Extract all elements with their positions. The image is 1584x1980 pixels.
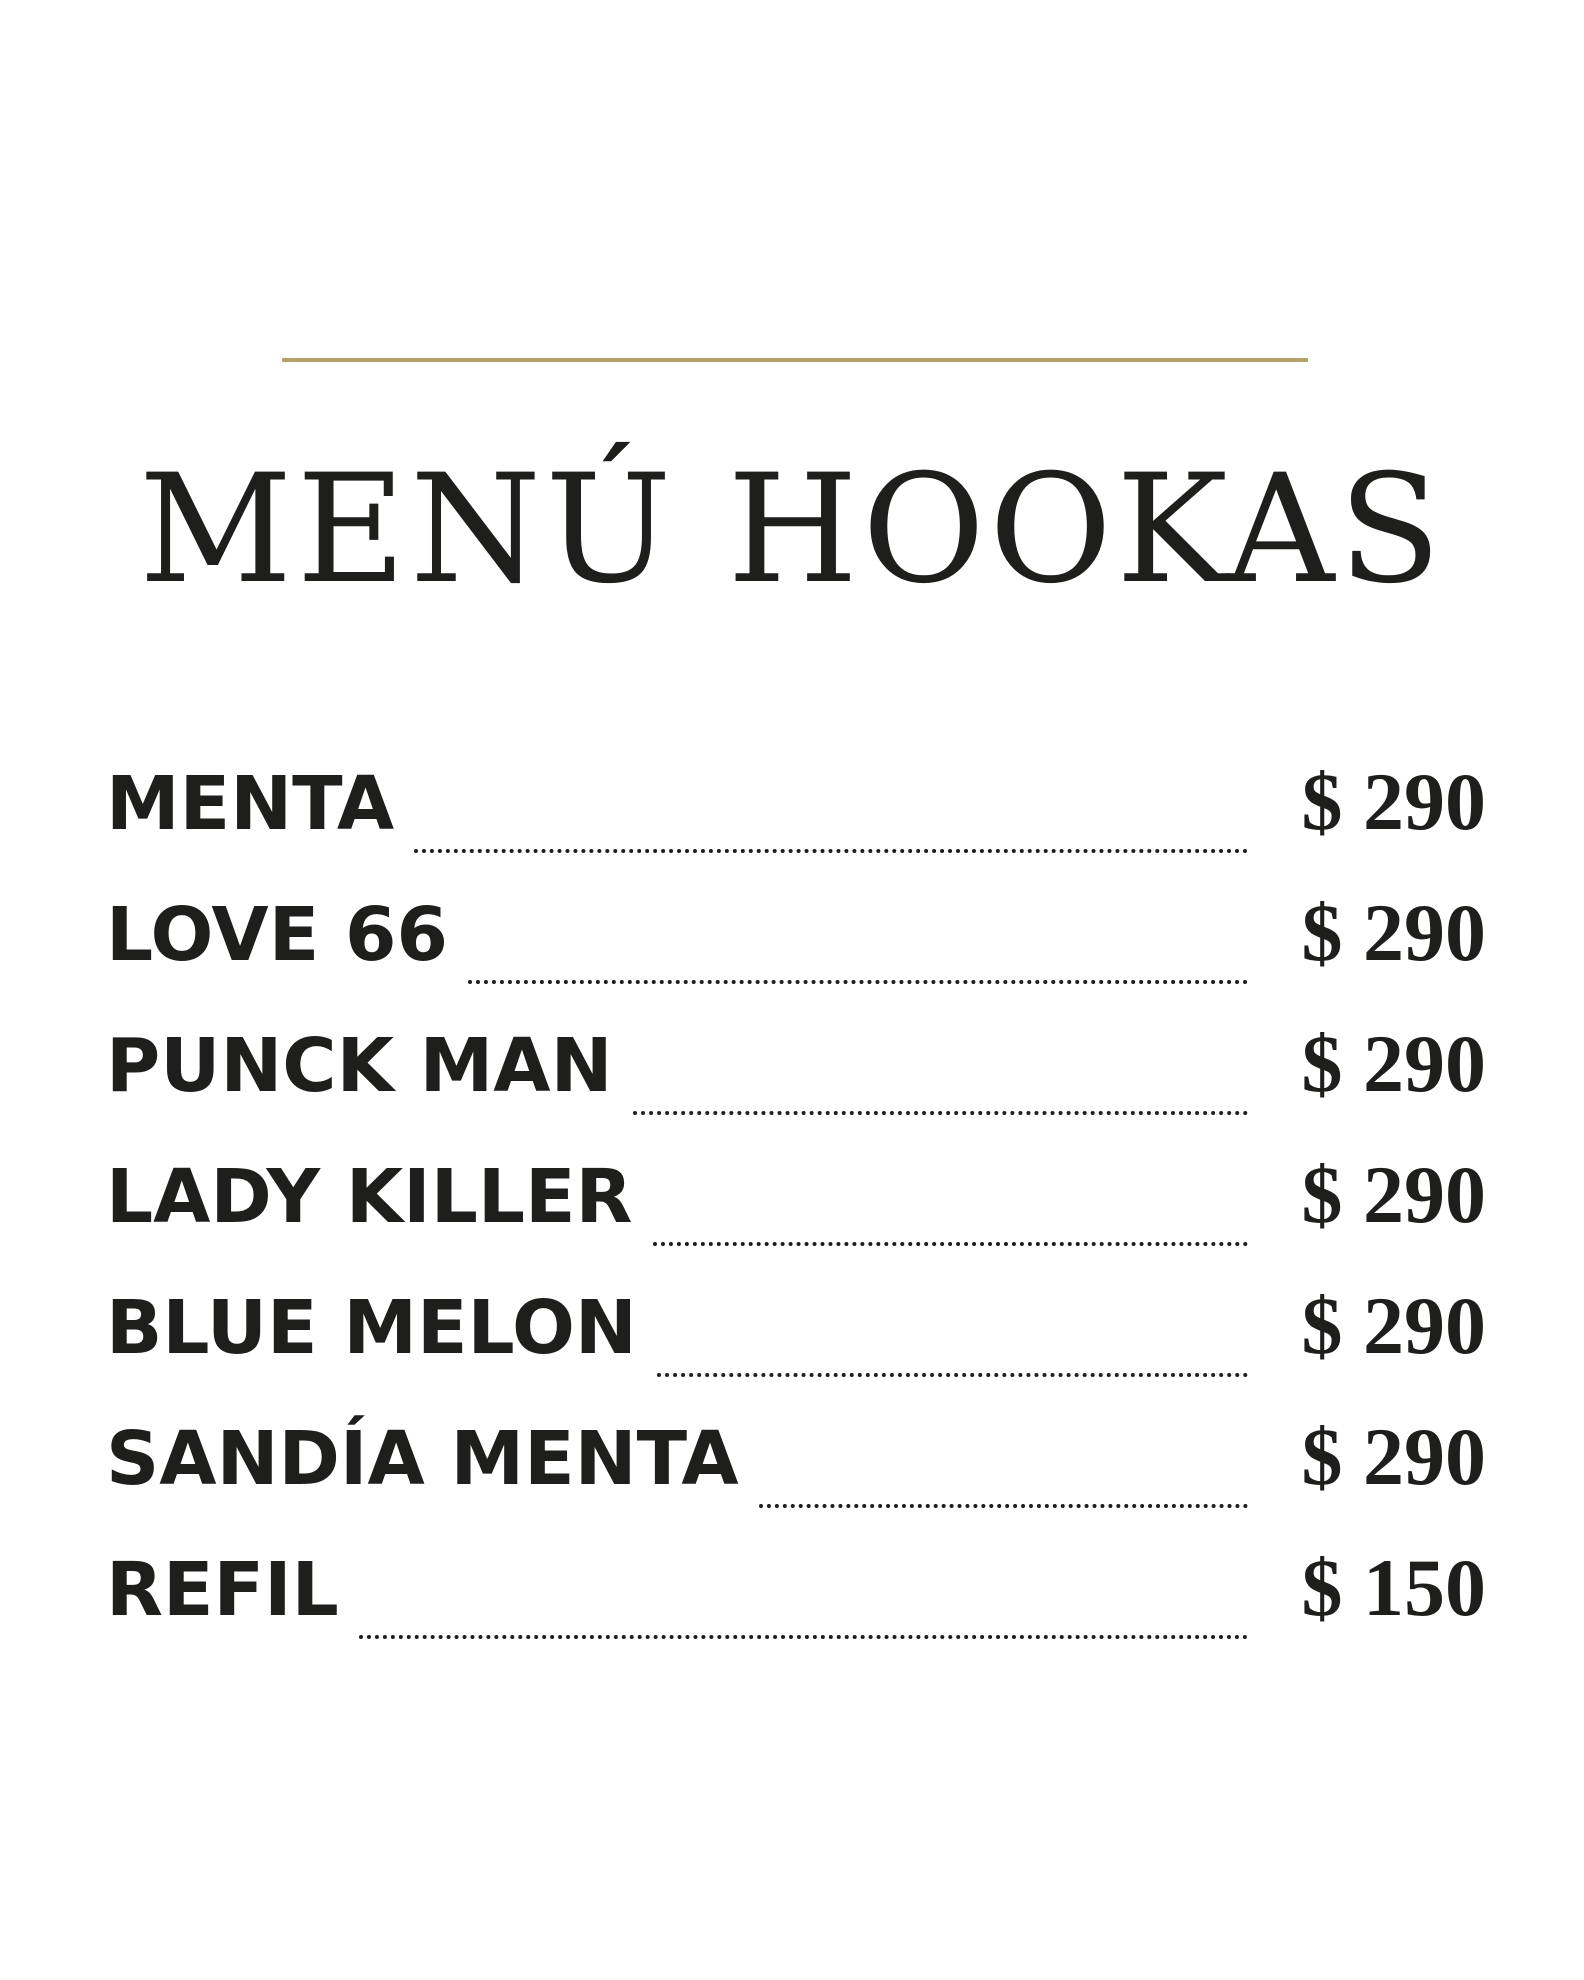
item-price: $ 290 bbox=[1301, 887, 1486, 978]
item-price: $ 290 bbox=[1301, 1018, 1486, 1109]
dotted-leader bbox=[633, 1111, 1248, 1115]
menu-item-lady-killer bbox=[106, 1145, 1486, 1276]
menu-item-sandia-menta bbox=[106, 1407, 1486, 1538]
menu-title: MENÚ HOOKAS bbox=[138, 443, 1446, 617]
item-price: $ 290 bbox=[1301, 756, 1486, 847]
menu-item-menta bbox=[106, 752, 1486, 883]
dotted-leader bbox=[468, 980, 1248, 984]
menu-item-love-66 bbox=[106, 883, 1486, 1014]
item-name: LADY KILLER bbox=[106, 1154, 633, 1240]
dotted-leader bbox=[759, 1504, 1248, 1508]
item-price: $ 290 bbox=[1301, 1411, 1486, 1502]
menu-list bbox=[106, 752, 1486, 1669]
menu-item-blue-melon bbox=[106, 1276, 1486, 1407]
item-name: PUNCK MAN bbox=[106, 1023, 613, 1109]
item-price: $ 290 bbox=[1301, 1149, 1486, 1240]
dotted-leader bbox=[359, 1635, 1248, 1639]
dotted-leader bbox=[414, 849, 1248, 853]
item-name: REFIL bbox=[106, 1547, 339, 1633]
item-price: $ 290 bbox=[1301, 1280, 1486, 1371]
item-price: $ 150 bbox=[1301, 1542, 1486, 1633]
dotted-leader bbox=[653, 1242, 1248, 1246]
menu-item-punck-man bbox=[106, 1014, 1486, 1145]
item-name: MENTA bbox=[106, 761, 395, 847]
menu-item-refil bbox=[106, 1538, 1486, 1669]
item-name: BLUE MELON bbox=[106, 1285, 637, 1371]
dotted-leader bbox=[657, 1373, 1248, 1377]
title-divider-line bbox=[282, 358, 1308, 362]
item-name: SANDÍA MENTA bbox=[106, 1416, 739, 1502]
item-name: LOVE 66 bbox=[106, 892, 448, 978]
